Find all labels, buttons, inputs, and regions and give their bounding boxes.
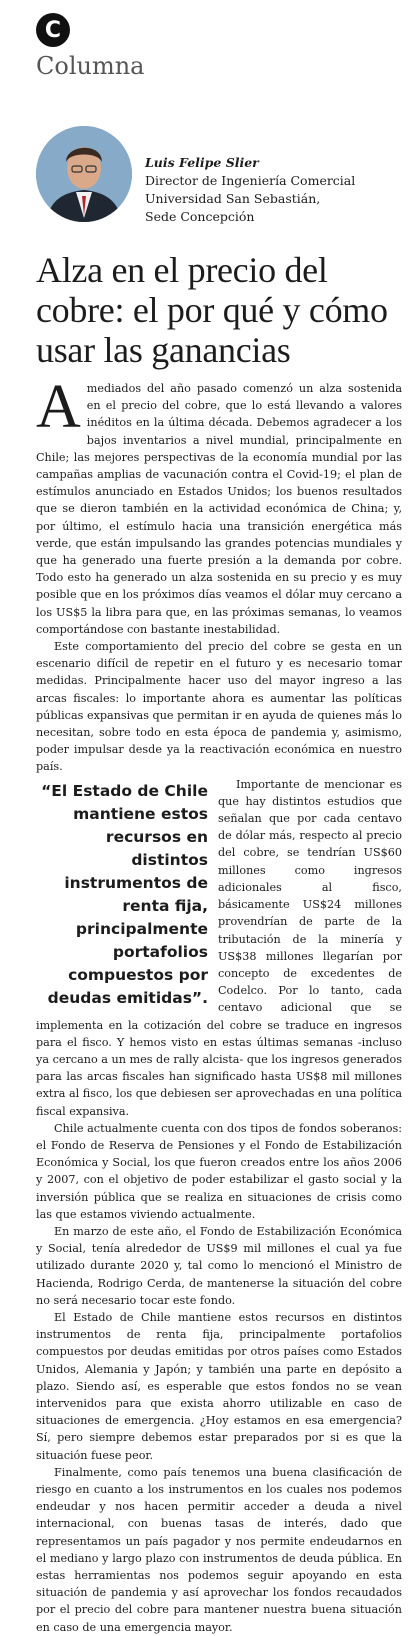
article-body bbox=[36, 373, 403, 1636]
paragraph-4: Chile actualmente cuenta con dos tipos de fondos soberanos: el Fondo de Reserva de Pensiones y el Fondo de Estabilización Económica y Social, los que fueron creados entre los años 2006 y 2007, con el objetivo de poder estabilizar el gasto social y la inversión pública que se realiza en situaciones de crisis como las que estamos viviendo actualmente. bbox=[36, 1121, 402, 1221]
drop-cap: A bbox=[36, 373, 81, 441]
author-photo bbox=[36, 126, 132, 222]
author-byline bbox=[145, 154, 355, 226]
paragraph-6: El Estado de Chile mantiene estos recursos en distintos instrumentos de renta fija, principalmente portafolios compuestos por deudas emitidas por otros países como Estados Unidos, Alemania y Japón; y también una parte en depósito a plazo. Siendo así, es esperable que estos fondos no se vean intervenidos para que exista ahorro utilizable en caso de situaciones de emergencia. ¿Hoy estamos en esa emergencia? Sí, pero siempre debemos estar preparados por si es que la situación fuese peor. bbox=[36, 1310, 402, 1462]
paragraph-2: Este comportamiento del precio del cobre se gesta en un escenario difícil de repetir en el futuro y es necesario tomar medidas. Principalmente hacer uso del mayor ingreso a las arcas fiscales: lo importante ahora es aumentar las políticas públicas expansivas que permitan ir en ayuda de quienes más lo necesitan, sobre todo en esta época de pandemia y, asimismo, poder impulsar desde ya la reactivación económica en nuestro país. bbox=[36, 640, 402, 774]
headline: Alza en el precio del cobre: el por qué y cómo usar las ganancias bbox=[36, 250, 388, 370]
author-role: Director de Ingeniería Comercial bbox=[145, 173, 356, 188]
column-badge: C bbox=[36, 13, 70, 47]
section-title: Columna bbox=[36, 52, 145, 80]
author-campus: Sede Concepción bbox=[145, 209, 255, 224]
paragraph-7: Finalmente, como país tenemos una buena clasificación de riesgo en cuanto a los instrumentos en los cuales nos podemos endeudar y nos hacen permitir acceder a deuda a nivel internacional, con buenas tasas de interés, dado que representamos un país pagador y nos permite endeudarnos en el mediano y largo plazo con instrumentos de deuda pública. En estas herramientas nos podemos seguir apoyando en esta situación de pandemia y así aprovechar los fondos recaudados por el precio del cobre para mantener nuestra buena situación en caso de una emergencia mayor. bbox=[36, 1465, 402, 1634]
pull-quote: “El Estado de Chile mantiene estos recursos en distintos instrumentos de renta fija, principalmente portafolios compuestos por deudas emitidas”. bbox=[41, 781, 208, 1007]
paragraph-5: En marzo de este año, el Fondo de Estabilización Económica y Social, tenía alrededor de US$9 mil millones el cual ya fue utilizado durante 2020 y, tal como lo mencionó el Ministro de Hacienda, Rodrigo Cerda, de mantenerse la situación del cobre no será necesario tocar este fondo. bbox=[36, 1224, 402, 1307]
author-university: Universidad San Sebastián, bbox=[145, 191, 321, 206]
paragraph-3: “El Estado de Chile mantiene estos recursos en distintos instrumentos de renta fija, principalmente portafolios compuestos por deudas emitidas”. Importante de mencionar es que hay distintos estudios que señalan que por cada centavo de dólar más, respecto al precio del cobre, se tendrían US$60 millones como ingresos adicionales al fisco, básicamente US$24 millones provendrían de parte de la tributación de la minería y US$38 millones llegarían por concepto de excedentes de Codelco. Por lo tanto, cada centavo adicional que se implementa en la cotización del cobre se traduce en ingresos para el fisco. Y hemos visto en estas últimas semanas -incluso ya cercano a un mes de rally alcista- que los ingresos generados para las arcas fiscales han significado hasta US$8 mil millones extra al fisco, los que debiesen ser aprovechadas en una política fiscal expansiva. bbox=[36, 777, 403, 1118]
paragraph-1: Amediados del año pasado comenzó un alza sostenida en el precio del cobre, que lo está llevando a valores inéditos en la última década. Debemos agradecer a los bajos inventarios a nivel mundial, principalmente en Chile; las mejores perspectivas de la economía mundial por las campañas amplias de vacunación contra el Covid-19; el plan de estímulos anunciado en Estados Unidos; los buenos resultados que se dieron también en la actividad económica de China; y, por último, el estímulo hacia una transición energética más verde, que están impulsando las grandes potencias mundiales y que ha generado una fuerte presión a la demanda por cobre. Todo esto ha generado un alza sostenida en su precio y es muy posible que en los próximos días veamos el dólar muy cercano a los US$5 la libra para que, en las próximas semanas, lo veamos comportándose con bastante inestabilidad. bbox=[36, 373, 402, 636]
author-name: Luis Felipe Slier bbox=[145, 155, 259, 170]
